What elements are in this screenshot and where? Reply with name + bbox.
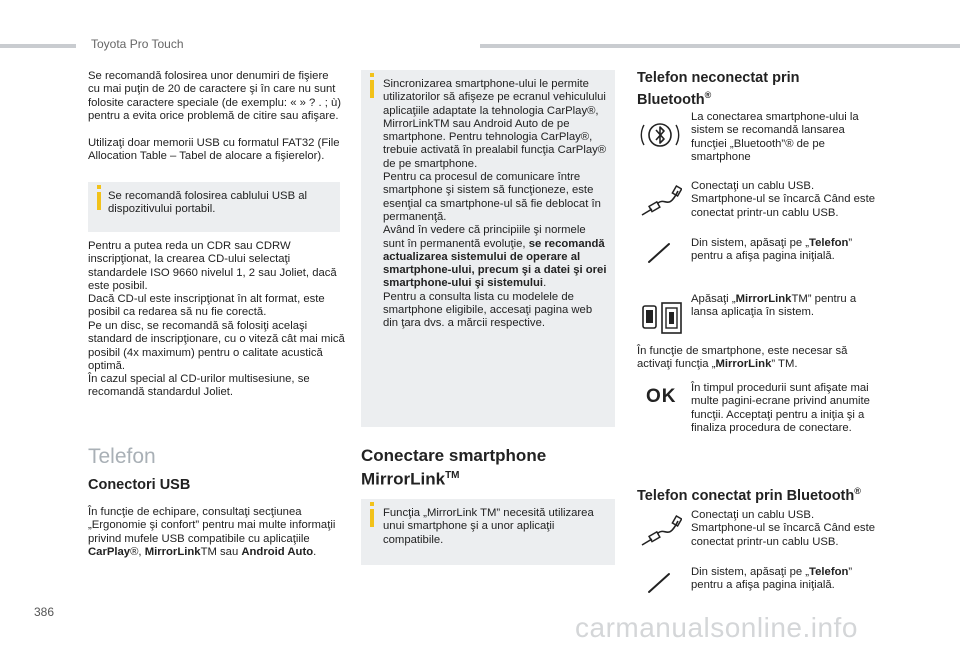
usb-connectors-heading: Conectori USB: [88, 477, 191, 493]
info-icon: [97, 192, 101, 210]
mirrorlink-note-text: Funcţia „MirrorLink TM” necesită utilizarea unui smartphone şi a unor aplicaţii compatibile.: [383, 507, 594, 546]
touch-press-icon-2: [645, 570, 675, 596]
telefon-heading: Telefon: [88, 445, 156, 468]
info-icon: [370, 509, 374, 527]
multisession-paragraph: În cazul special al CD-urilor multisesiune, se recomandă standardul Joliet.: [88, 373, 310, 399]
usb-connectors-paragraph: În funcţie de echipare, consultaţi secţiunea „Ergonomie şi confort” pentru mai multe informaţii privind mufele USB compatibile cu aplicaţiile CarPlay®, MirrorLinkTM sau Android Auto.: [88, 506, 336, 558]
fat32-paragraph: Utilizaţi doar memorii USB cu formatul FAT32 (File Allocation Table – Tabel de alocare a fişierelor).: [88, 137, 340, 163]
connected-bluetooth-heading: Telefon conectat prin Bluetooth®: [637, 486, 861, 504]
sync-note: [361, 70, 615, 427]
cd-format-paragraph: Dacă CD-ul este inscripţionat în alt format, este posibil ca redarea să nu fie corectă.: [88, 293, 325, 319]
header-title: Toyota Pro Touch: [91, 37, 184, 51]
mirrorlink-icon: [640, 300, 684, 336]
disconnected-bluetooth-heading: Telefon neconectat prin Bluetooth®: [637, 70, 800, 108]
watermark: carmanualsonline.info: [575, 612, 858, 643]
filename-recommendation: Se recomandă folosirea unor denumiri de fişiere cu mai puţin de 20 de caractere şi în care nu sunt folosite caractere speciale (de exemplu: « » ? . ; ù) pentru a evita orice problemă de citire sau afişare.: [88, 70, 342, 122]
step-mirrorlink-text: Apăsaţi „MirrorLinkTM” pentru a lansa aplicaţia în sistem.: [691, 293, 857, 319]
usb-cable-note-text: Se recomandă folosirea cablului USB al dispozitivului portabil.: [108, 190, 308, 216]
touch-press-icon: [645, 240, 675, 266]
step-usb-text: Conectaţi un cablu USB. Smartphone-ul se încarcă Când este conectat printr-un cablu USB.: [691, 180, 875, 219]
step-telefon-text: Din sistem, apăsaţi pe „Telefon” pentru a afişa pagina iniţială.: [691, 237, 853, 263]
mirrorlink-activation-text: În funcţie de smartphone, este necesar să activaţi funcţia „MirrorLink” TM.: [637, 345, 848, 371]
bluetooth-icon: [638, 113, 682, 157]
ok-icon: OK: [646, 386, 677, 407]
cdr-paragraph: Pentru a putea reda un CDR sau CDRW inscripţionat, la crearea CD-ului selectaţi standardele ISO 9660 nivelul 1, 2 sau Joliet, dacă este posibil.: [88, 240, 337, 292]
sync-note-text: Sincronizarea smartphone-ului le permite utilizatorilor să afişeze pe ecranul vehiculului aplicaţiile adaptate la tehnologia CarPlay®, MirrorLinkTM sau Android Auto de pe smartphone. Pentru tehnologia CarPlay®, trebuie activată în prealabil funcţia CarPlay® de pe smartphone. Pentru ca procesul de comunicare între smartphone şi sistem să funcţioneze, este esenţial ca smartphone-ul să fie deblocat în permanenţă. Având în vedere că principiile şi normele sunt în permanentă evoluţie, se recomandă actualizarea sistemului de operare al smartphone-ului, precum şi a datei şi orei smartphone-ului şi sistemului. Pentru a consulta lista cu modelele de smartphone eligibile, accesaţi pagina web din ţara dvs. a mărcii respective.: [383, 78, 607, 330]
mirrorlink-heading: Conectare smartphone MirrorLink™: [361, 446, 547, 489]
usb-cable-note: [88, 182, 340, 232]
step-ok-text: În timpul procedurii sunt afişate mai multe pagini-ecrane privind anumite funcţii. Acceptaţi pentru a iniţia şi a finaliza procedura de conectare.: [691, 382, 870, 434]
header-bar-right: [480, 44, 960, 48]
usb-cable-icon-2: [638, 515, 682, 549]
mirrorlink-note: [361, 499, 615, 565]
cd-standard-paragraph: Pe un disc, se recomandă să folosiţi acelaşi standard de inscripţionare, cu o viteză cât mai mică posibil (4x maximum) pentru o calitate acustică optimă.: [88, 320, 345, 372]
header-bar-left: [0, 44, 76, 48]
page-number: 386: [34, 605, 55, 619]
step-telefon2-text: Din sistem, apăsaţi pe „Telefon” pentru a afişa pagina iniţială.: [691, 566, 853, 592]
info-icon: [370, 80, 374, 98]
usb-cable-icon: [638, 185, 682, 219]
step-usb2-text: Conectaţi un cablu USB. Smartphone-ul se încarcă Când este conectat printr-un cablu USB.: [691, 509, 875, 548]
step-bluetooth-text: La conectarea smartphone-ului la sistem se recomandă lansarea funcţiei „Bluetooth”® de pe smartphone: [691, 111, 859, 163]
